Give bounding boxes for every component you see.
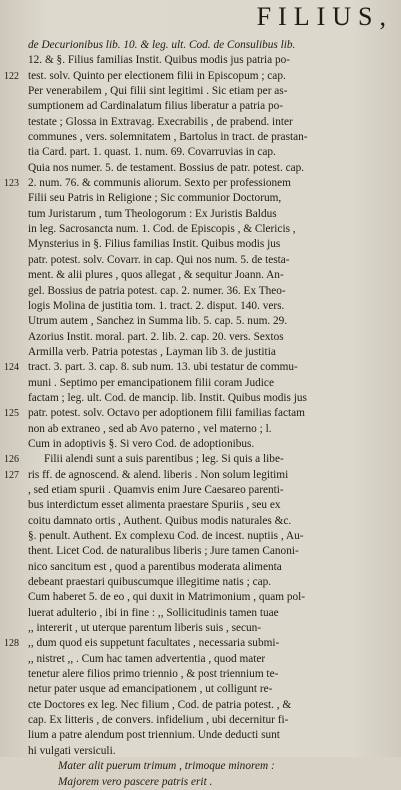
text-line: [0, 667, 401, 682]
text-line: [0, 360, 401, 375]
text-line: [0, 207, 401, 222]
line-text: in leg. Sacrosancta num. 1. Cod. de Episcopis , & Clericis ,: [28, 223, 296, 236]
line-text: netur pater usque ad emancipationem , ut colligunt re-: [28, 683, 273, 696]
text-line: [0, 437, 401, 452]
line-text: factam ; leg. ult. Cod. de mancip. lib. Instit. Quibus modis jus: [28, 391, 307, 404]
line-text: non ab extraneo , sed ab Avo paterno , vel materno ; l.: [28, 422, 272, 435]
text-line: [0, 84, 401, 99]
line-text: tenetur alere filios primo triennio , & post triennium te-: [28, 668, 279, 681]
text-line: [0, 422, 401, 437]
line-text: Per venerabilem , Qui filii sint legitimi . Sic etiam per as-: [28, 85, 288, 98]
line-text: cte Doctores ex leg. Nec filium , Cod. de patria potest. , &: [28, 698, 292, 711]
text-line: [0, 253, 401, 268]
text-line: [0, 575, 401, 590]
text-line: [0, 268, 401, 283]
line-text: Mater alit puerum trimum , trimoque minorem :: [58, 760, 275, 773]
text-line: [0, 145, 401, 160]
text-line: [0, 544, 401, 559]
line-text: tract. 3. part. 3. cap. 8. sub num. 13. ubi testatur de commu-: [28, 361, 298, 374]
text-line: [0, 115, 401, 130]
line-text: Utrum autem , Sanchez in Summa lib. 5. cap. 5. num. 29.: [28, 315, 288, 328]
line-text: tia Card. part. 1. quast. 1. num. 69. Covarruvias in cap.: [28, 146, 276, 159]
line-text: communes , vers. solemnitatem , Bartolus in tract. de prastan-: [28, 131, 308, 144]
line-text: Mynsterius in §. Filius familias Instit. Quibus modis jus: [28, 238, 281, 251]
line-text: debeant praestari quibuscumque illegitime natis ; cap.: [28, 576, 272, 589]
line-text: ,, intererit , ut uterque parentum liberis suis , secun-: [28, 622, 262, 635]
line-text: hi vulgati versiculi.: [28, 744, 116, 757]
line-text: lium a patre alendum post triennium. Unde deducti sunt: [28, 729, 280, 742]
line-text: 12. & §. Filius familias Instit. Quibus modis jus patria po-: [28, 54, 291, 67]
line-text: luerat adulterio , ibi in fine : ,, Sollicitudinis tamen tuae: [28, 606, 279, 619]
line-text: tum Juristarum , tum Theologorum : Ex Juristis Baldus: [28, 207, 277, 220]
text-line: [0, 161, 401, 176]
line-text: patr. potest. solv. Covarr. in cap. Qui nos num. 5. de testa-: [28, 253, 290, 266]
text-line: [0, 621, 401, 636]
text-line: [0, 606, 401, 621]
line-text: de Decurionibus lib. 10. & leg. ult. Cod. de Consulibus lib.: [28, 39, 296, 51]
line-text: Armilla verb. Patria potestas , Layman lib 3. de justitia: [28, 345, 276, 358]
text-line: [0, 560, 401, 575]
paragraph-number: 125: [4, 408, 19, 420]
line-text: cap. Ex litteris , de convers. infidelium , ubi decernitur fi-: [28, 714, 289, 727]
text-line: [0, 406, 401, 421]
paragraph-number: 123: [4, 178, 19, 190]
line-text: nico sancitum est , quod a parentibus moderata alimenta: [28, 560, 282, 573]
text-line: [0, 514, 401, 529]
line-text: Cum in adoptivis §. Si vero Cod. de adoptionibus.: [28, 437, 255, 450]
paragraph-number: 126: [4, 454, 19, 466]
text-line: [0, 345, 401, 360]
text-line: [0, 53, 401, 68]
line-text: thent. Licet Cod. de naturalibus liberis ; Jure tamen Canoni-: [28, 545, 299, 558]
text-line: [0, 330, 401, 345]
line-text: §. penult. Authent. Ex complexu Cod. de incest. nuptiis , Au-: [28, 530, 304, 542]
text-line: [0, 452, 401, 467]
text-line: [0, 636, 401, 651]
line-text: Filii seu Patris in Religione ; Sic communior Doctorum,: [28, 192, 282, 205]
line-text: sumptionem ad Cardinalatum filius liberatur a patria po-: [28, 100, 284, 113]
line-text: Majorem vero pascere patris erit .: [58, 775, 213, 788]
text-line: [0, 376, 401, 391]
running-header: FILIUS,: [256, 2, 393, 31]
text-line: [0, 176, 401, 191]
line-text: Azorius Instit. moral. part. 2. lib. 2. cap. 20. vers. Sextos: [28, 330, 284, 343]
line-text: 2. num. 76. & communis aliorum. Sexto per professionem: [28, 177, 291, 190]
text-line: [0, 299, 401, 314]
line-text: Filii alendi sunt a suis parentibus ; leg. Si quis a libe-: [44, 453, 284, 466]
text-line: [0, 468, 401, 483]
line-text: , sed etiam spurii . Quamvis enim Jure Caesareo parenti-: [28, 483, 284, 496]
line-text: ,, nistret ,, . Cum hac tamen advertentia , quod mater: [28, 652, 266, 665]
text-line: [0, 759, 401, 774]
text-line: [0, 69, 401, 84]
text-line: [0, 391, 401, 406]
line-text: test. solv. Quinto per electionem filii in Episcopum ; cap.: [28, 69, 286, 82]
text-line: [0, 698, 401, 713]
text-line: [0, 130, 401, 145]
text-line: [0, 284, 401, 299]
line-text: coitu damnato ortis , Authent. Quibus modis naturales &c.: [28, 514, 292, 527]
text-line: [0, 314, 401, 329]
text-line: [0, 222, 401, 237]
line-text: ris ff. de agnoscend. & alend. liberis . Non solum legitimi: [28, 468, 289, 481]
line-text: muni . Septimo per emancipationem filii coram Judice: [28, 376, 274, 389]
text-line: [0, 237, 401, 252]
line-text: Quia nos numer. 5. de testament. Bossius de patr. potest. cap.: [28, 161, 305, 174]
text-body: [0, 38, 401, 790]
text-line: [0, 38, 401, 53]
text-line: [0, 99, 401, 114]
paragraph-number: 127: [4, 469, 19, 481]
line-text: patr. potest. solv. Octavo per adoptionem filii familias factam: [28, 407, 305, 420]
text-line: [0, 728, 401, 743]
text-line: [0, 498, 401, 513]
line-text: ment. & alii plures , quos allegat , & sequitur Joann. An-: [28, 269, 284, 282]
text-line: [0, 590, 401, 605]
paragraph-number: 128: [4, 638, 19, 650]
line-text: Cum haberet 5. de eo , qui duxit in Matrimonium , quam pol-: [28, 591, 306, 604]
text-line: [0, 529, 401, 544]
text-line: [0, 682, 401, 697]
line-text: ,, dum quod eis suppetunt facultates , necessaria submi-: [28, 637, 280, 650]
line-text: logis Molina de justitia tom. 1. tract. 2. disput. 140. vers.: [28, 299, 285, 312]
paragraph-number: 124: [4, 362, 19, 374]
paragraph-number: 122: [4, 70, 19, 82]
line-text: gel. Bossius de patria potest. cap. 2. numer. 36. Ex Theo-: [28, 284, 286, 297]
line-text: testate ; Glossa in Extravag. Execrabilis , de prabend. inter: [28, 115, 293, 128]
text-line: [0, 652, 401, 667]
line-text: bus interdictum esset alimenta praestare Spuriis , seu ex: [28, 499, 281, 512]
text-line: [0, 191, 401, 206]
text-line: [0, 483, 401, 498]
text-line: [0, 713, 401, 728]
text-line: [0, 775, 401, 790]
